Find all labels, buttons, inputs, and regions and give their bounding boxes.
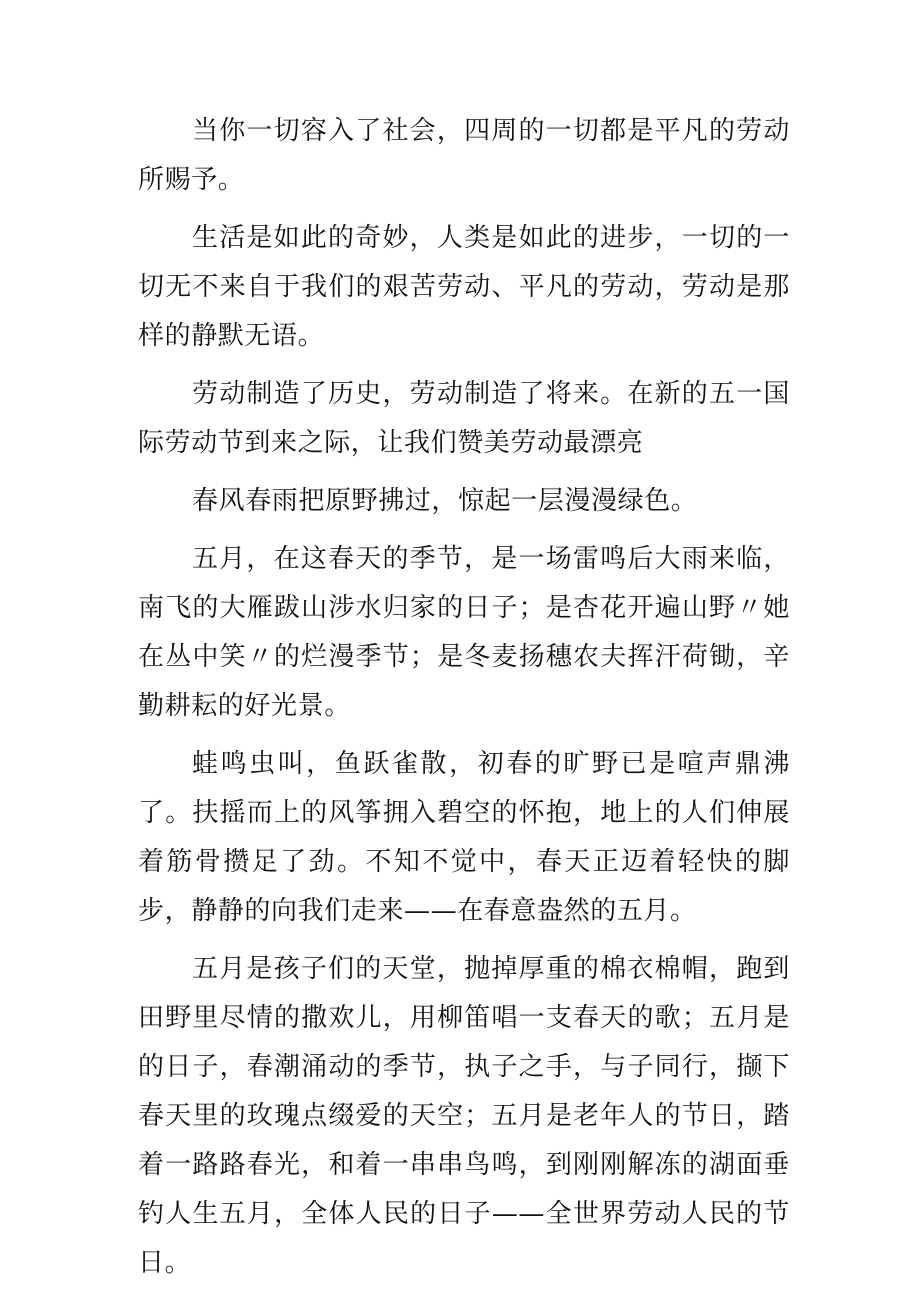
document-body: [138, 107, 790, 1297]
paragraph-3: 劳动制造了历史，劳动制造了将来。在新的五一国际劳动节到来之际，让我们赞美劳动最漂亮: [138, 379, 790, 458]
paragraph-4: 春风春雨把原野拂过，惊起一层漫漫绿色。: [192, 486, 698, 516]
paragraph-1: 当你一切容入了社会，四周的一切都是平凡的劳动所赐予。: [138, 116, 790, 195]
paragraph-7: 五月是孩子们的天堂，抛掉厚重的棉衣棉帽，跑到田野里尽情的撒欢儿，用柳笛唱一支春天的歌；五月是的日子，春潮涌动的季节，执子之手，与子同行，撷下春天里的玫瑰点缀爱的天空；五月是老年人的节日，踏着一路路春光，和着一串串鸟鸣，到刚刚解冻的湖面垂钓人生五月，全体人民的日子——全世界劳动人民的节日。: [138, 954, 790, 1278]
paragraph-2: 生活是如此的奇妙，人类是如此的进步，一切的一切无不来自于我们的艰苦劳动、平凡的劳动，劳动是那样的静默无语。: [138, 223, 790, 351]
paragraph-6: 蛙鸣虫叫，鱼跃雀散，初春的旷野已是喧声鼎沸了。扶摇而上的风筝拥入碧空的怀抱，地上的人们伸展着筋骨攒足了劲。不知不觉中，春天正迈着轻快的脚步，静静的向我们走来——在春意盎然的五月。: [138, 749, 790, 926]
paragraph-5: 五月，在这春天的季节，是一场雷鸣后大雨来临，南飞的大雁跋山涉水归家的日子；是杏花开遍山野〃她在丛中笑〃的烂漫季节；是冬麦扬穗农夫挥汗荷锄，辛勤耕耘的好光景。: [138, 544, 790, 721]
